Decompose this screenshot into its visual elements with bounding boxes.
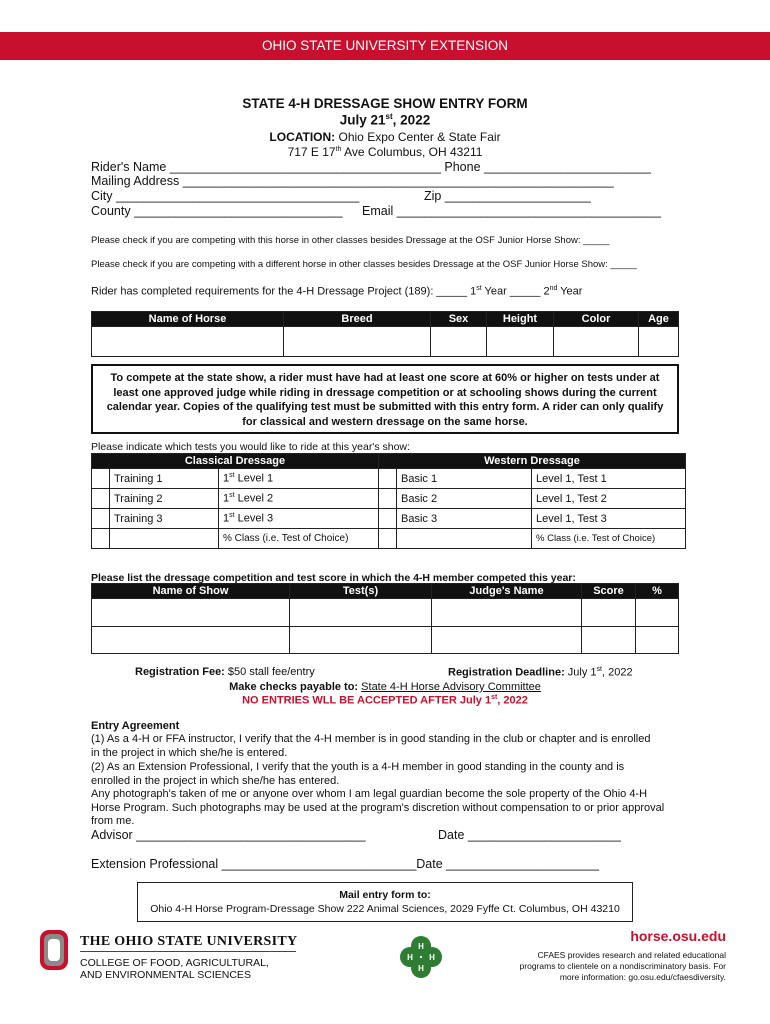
4h-clover-icon bbox=[397, 933, 445, 981]
checkbox-cell[interactable] bbox=[92, 529, 110, 549]
horse-name-cell[interactable] bbox=[92, 327, 284, 357]
advisor-date[interactable]: Date ______________________ bbox=[438, 828, 621, 842]
location-address: 717 E 17th Ave Columbus, OH 43211 bbox=[287, 145, 483, 159]
header-name-of-show: Name of Show bbox=[92, 584, 290, 599]
header-western: Western Dressage bbox=[379, 454, 686, 469]
header-name-of-horse: Name of Horse bbox=[92, 312, 284, 327]
header-tests: Test(s) bbox=[290, 584, 432, 599]
checkbox-cell[interactable] bbox=[92, 509, 110, 529]
sex-cell[interactable] bbox=[431, 327, 487, 357]
percent-cell[interactable] bbox=[636, 627, 679, 654]
no-entries-warning: NO ENTRIES WLL BE ACCEPTED AFTER July 1st, 2022 bbox=[242, 694, 528, 707]
checkbox-cell[interactable] bbox=[92, 469, 110, 489]
form-title: STATE 4-H DRESSAGE SHOW ENTRY FORM bbox=[242, 96, 528, 111]
checks-payable: Make checks payable to: State 4-H Horse Advisory Committee bbox=[229, 681, 541, 693]
college-line-2: AND ENVIRONMENTAL SCIENCES bbox=[80, 969, 251, 981]
age-cell[interactable] bbox=[639, 327, 679, 357]
test-cell: Basic 1 bbox=[397, 469, 532, 489]
advisor-signature[interactable]: Advisor _________________________________ bbox=[91, 828, 366, 842]
header-banner: OHIO STATE UNIVERSITY EXTENSION bbox=[0, 32, 770, 60]
mail-box bbox=[137, 882, 633, 922]
test-cell: Level 1, Test 3 bbox=[532, 509, 686, 529]
header-age: Age bbox=[639, 312, 679, 327]
mail-title: Mail entry form to: bbox=[339, 889, 431, 901]
same-horse-check[interactable]: Please check if you are competing with this horse in other classes besides Dressage at the OSF Junior Horse Show: _____ bbox=[91, 235, 610, 246]
competition-intro: Please list the dressage competition and test score in which the 4-H member competed this year: bbox=[91, 572, 576, 584]
competition-table bbox=[91, 583, 679, 654]
header-breed: Breed bbox=[284, 312, 431, 327]
mailing-address-field[interactable]: Mailing Address ______________________________________________________________ bbox=[91, 174, 614, 188]
show-cell[interactable] bbox=[92, 599, 290, 627]
checkbox-cell[interactable] bbox=[379, 509, 397, 529]
svg-text:H: H bbox=[407, 953, 413, 962]
horse-table bbox=[91, 311, 679, 357]
test-cell: Level 1, Test 1 bbox=[532, 469, 686, 489]
test-cell: Level 1, Test 2 bbox=[532, 489, 686, 509]
test-cell: Training 2 bbox=[110, 489, 219, 509]
requirements-line[interactable]: Rider has completed requirements for the 4-H Dressage Project (189): _____ 1st Year _____ 2nd Year bbox=[91, 285, 583, 298]
test-cell: Basic 3 bbox=[397, 509, 532, 529]
riders-name-field[interactable]: Rider's Name _______________________________________ Phone ________________________ bbox=[91, 160, 651, 174]
test-cell: 1st Level 3 bbox=[219, 509, 379, 529]
osu-block-o-icon bbox=[40, 930, 68, 970]
city-field[interactable]: City ___________________________________ bbox=[91, 189, 360, 203]
registration-fee: Registration Fee: $50 stall fee/entry bbox=[135, 666, 315, 678]
score-cell[interactable] bbox=[582, 599, 636, 627]
osu-name: THE OHIO STATE UNIVERSITY bbox=[80, 934, 298, 949]
registration-deadline: Registration Deadline: July 1st, 2022 bbox=[448, 666, 633, 679]
test-choice-classical: % Class (i.e. Test of Choice) bbox=[219, 529, 379, 549]
zip-field[interactable]: Zip _____________________ bbox=[424, 189, 591, 203]
color-cell[interactable] bbox=[554, 327, 639, 357]
test-cell: 1st Level 1 bbox=[219, 469, 379, 489]
test-cell: Training 3 bbox=[110, 509, 219, 529]
horse-site-link[interactable]: horse.osu.edu bbox=[630, 928, 726, 944]
location: LOCATION: Ohio Expo Center & State Fair bbox=[269, 130, 501, 144]
checkbox-cell[interactable] bbox=[379, 489, 397, 509]
header-judge: Judge's Name bbox=[432, 584, 582, 599]
agreement-title: Entry Agreement bbox=[91, 720, 180, 732]
county-field[interactable]: County ______________________________ bbox=[91, 204, 343, 218]
qualification-notice: To compete at the state show, a rider must have had at least one score at 60% or higher on tests under at least one approved judge while riding in dressage competition or at schooling shows during the current calendar year. Copies of the qualifying test must be submitted with this entry form. A rider can only qualify for classical and western dressage on the same horse. bbox=[91, 364, 679, 434]
height-cell[interactable] bbox=[487, 327, 554, 357]
tests-intro: Please indicate which tests you would like to ride at this year's show: bbox=[91, 441, 410, 453]
tests-table bbox=[91, 453, 686, 549]
footer-divider bbox=[80, 951, 296, 952]
svg-text:H: H bbox=[418, 964, 424, 973]
header-percent: % bbox=[636, 584, 679, 599]
breed-cell[interactable] bbox=[284, 327, 431, 357]
show-cell[interactable] bbox=[92, 627, 290, 654]
agreement-p1: (1) As a 4-H or FFA instructor, I verify that the 4-H member is in good standing in the club or chapter and is enrolled in the project in which she/he is entered. bbox=[91, 733, 651, 759]
svg-text:H: H bbox=[418, 942, 424, 951]
test-choice-western: % Class (i.e. Test of Choice) bbox=[532, 529, 686, 549]
percent-cell[interactable] bbox=[636, 599, 679, 627]
college-line-1: COLLEGE OF FOOD, AGRICULTURAL, bbox=[80, 957, 269, 969]
agreement-p3: Any photograph's taken of me or anyone over whom I am legal guardian become the sole property of the Ohio 4-H Horse Program. Such photographs may be used at the program's discretion without compensation to or prior approval from me. bbox=[91, 788, 665, 827]
empty-cell[interactable] bbox=[110, 529, 219, 549]
header-score: Score bbox=[582, 584, 636, 599]
judge-cell[interactable] bbox=[432, 627, 582, 654]
cfaes-note: CFAES provides research and related educational programs to clientele on a nondiscriminatory basis. For more information: go.osu.edu/cfaesdiversity. bbox=[519, 950, 726, 982]
email-field[interactable]: Email ______________________________________ bbox=[362, 204, 661, 218]
test-cell: Training 1 bbox=[110, 469, 219, 489]
checkbox-cell[interactable] bbox=[379, 529, 397, 549]
tests-cell[interactable] bbox=[290, 627, 432, 654]
checkbox-cell[interactable] bbox=[92, 489, 110, 509]
empty-cell[interactable] bbox=[397, 529, 532, 549]
test-cell: 1st Level 2 bbox=[219, 489, 379, 509]
checkbox-cell[interactable] bbox=[379, 469, 397, 489]
header-color: Color bbox=[554, 312, 639, 327]
score-cell[interactable] bbox=[582, 627, 636, 654]
agreement-p2: (2) As an Extension Professional, I verify that the youth is a 4-H member in good standing in the county and is enrolled in the project in which she/he has entered. bbox=[91, 761, 625, 787]
different-horse-check[interactable]: Please check if you are competing with a different horse in other classes besides Dressage at the OSF Junior Horse Show: _____ bbox=[91, 259, 637, 270]
extension-signature[interactable]: Extension Professional ____________________________Date ______________________ bbox=[91, 857, 600, 871]
mail-address: Ohio 4-H Horse Program-Dressage Show 222 Animal Sciences, 2029 Fyffe Ct. Columbus, OH 43210 bbox=[150, 903, 620, 915]
tests-cell[interactable] bbox=[290, 599, 432, 627]
test-cell: Basic 2 bbox=[397, 489, 532, 509]
header-height: Height bbox=[487, 312, 554, 327]
event-date: July 21st, 2022 bbox=[339, 112, 431, 128]
judge-cell[interactable] bbox=[432, 599, 582, 627]
svg-text:H: H bbox=[429, 953, 435, 962]
header-classical: Classical Dressage bbox=[92, 454, 379, 469]
header-sex: Sex bbox=[431, 312, 487, 327]
